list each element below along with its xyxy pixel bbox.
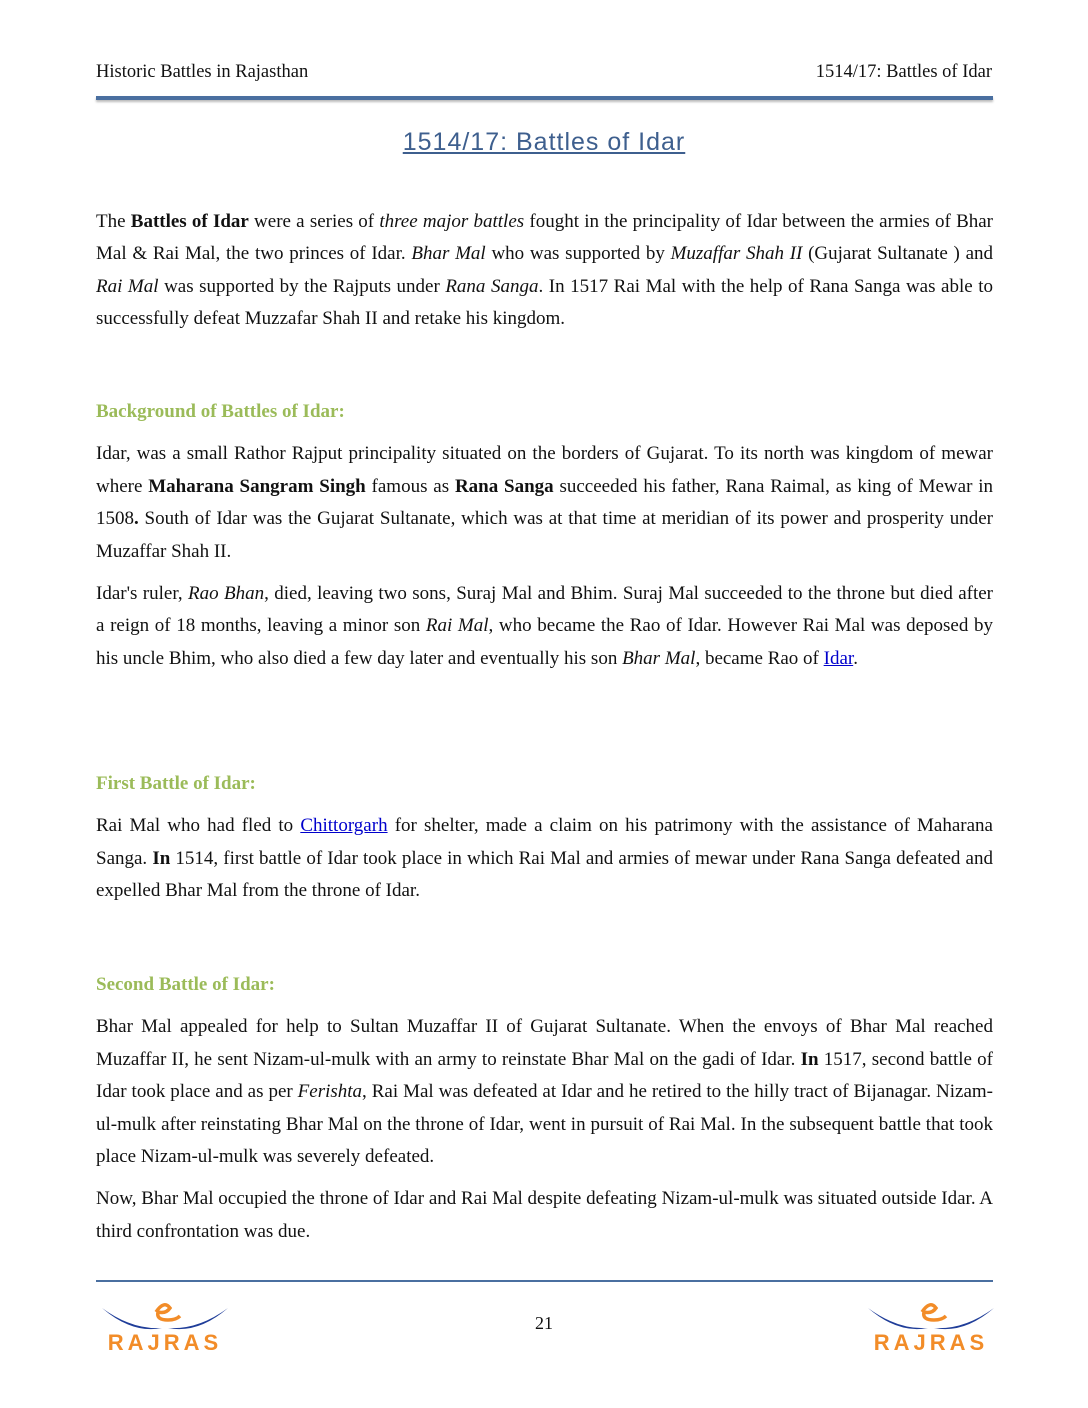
section-first-battle [96,768,993,918]
section-background [96,396,993,685]
link-chittorgarh[interactable]: Chittorgarh [300,815,388,837]
text-run: succeeded his father, Rana Raimal, as king of Mewar in 1508 [96,475,993,530]
text-run: Now, Bhar Mal occupied the throne of Idar and Rai Mal despite defeating Nizam-ul-mulk was situated outside Idar. A third confrontation was due. [96,1188,993,1242]
logo-text: RAJRAS [107,1330,223,1354]
italic-text: Rao Bhan [188,583,265,605]
italic-text: Ferishta [297,1081,363,1103]
text-run: fought in the principality of Idar between the armies of Bhar Mal & Rai Mal, the two princes of Idar. [96,211,994,265]
header-rule [96,96,993,100]
paragraph [96,206,993,336]
paragraph [96,1183,993,1248]
section-second-battle [96,969,993,1258]
text-run: Rai Mal who had fled to [96,815,301,837]
bold-text: In [152,847,171,869]
text-run: The [96,211,131,232]
italic-text: Bhar Mal [622,647,696,669]
header-left: Historic Battles in Rajasthan [96,62,309,82]
italic-text: three major battles [379,211,525,232]
intro-section [96,206,993,346]
italic-text: Bhar Mal [411,243,486,265]
header-right: 1514/17: Battles of Idar [815,62,992,82]
paragraph [96,810,993,907]
link-idar[interactable]: Idar [823,647,854,669]
text-run: , became Rao of [695,647,824,669]
text-run: 1517, second battle of Idar took place and as per [96,1048,993,1103]
text-run: Bhar Mal appealed for help to Sultan Muzaffar II of Gujarat Sultanate. When the envoys of Bhar Mal reached Muzaffar II, he sent Nizam-ul-mulk with an army to reinstate Bhar Mal on the gadi of Idar. [96,1016,993,1070]
italic-text: Rai Mal [96,275,159,297]
text-run: was supported by the Rajputs under [158,275,446,297]
rajras-logo [866,1298,996,1354]
text-run: . In 1517 Rai Mal with the help of Rana Sanga was able to successfully defeat Muzzafar Shah II and retake his kingdom. [96,275,994,330]
paragraph [96,1011,993,1173]
section-heading: Second Battle of Idar: [96,974,275,995]
bold-text: . [134,508,139,530]
rajras-logo [100,1298,230,1354]
paragraph [96,578,993,675]
paragraph [96,438,993,568]
text-run: Idar's ruler, [96,583,189,605]
text-run: were a series of [248,211,380,232]
text-run: who was supported by [485,243,671,265]
text-run: , Rai Mal was defeated at Idar and he retired to the hilly tract of Bijanagar. Nizam-ul-mulk after reinstating Bhar Mal on the throne of Idar, went in pursuit of Rai Mal. In the subsequent battle that took place Nizam-ul-mulk was severely defeated. [96,1081,994,1168]
section-heading: Background of Battles of Idar: [96,401,345,422]
page-title: 1514/17: Battles of Idar [402,128,686,156]
bold-text: Battles of Idar [130,211,249,232]
italic-text: Rana Sanga [445,275,539,297]
footer-rule [96,1280,993,1282]
text-run: (Gujarat Sultanate ) and [802,243,994,265]
text-run: , who became the Rao of Idar. However Rai Mal was deposed by his uncle Bhim, who also died a few day later and eventually his son [96,615,994,669]
logo-text: RAJRAS [873,1330,989,1354]
section-heading: First Battle of Idar: [96,773,256,794]
bold-text: Maharana Sangram Singh [148,475,366,497]
bold-text: In [800,1048,819,1070]
text-run: 1514, first battle of Idar took place in which Rai Mal and armies of mewar under Rana Sanga defeated and expelled Bhar Mal from the throne of Idar. [96,847,993,902]
italic-text: Rai Mal [425,615,489,637]
text-run: . [853,647,858,669]
text-run: for shelter, made a claim on his patrimony with the assistance of Maharana Sanga. [96,815,993,869]
text-run: South of Idar was the Gujarat Sultanate, which was at that time at meridian of its power and prosperity under Muzaffar Shah II. [96,508,993,562]
page-number: 21 [535,1313,553,1333]
text-run: famous as [365,475,455,497]
text-run: Idar, was a small Rathor Rajput principality situated on the borders of Gujarat. To its north was kingdom of mewar where [96,443,993,497]
italic-text: Muzaffar Shah II [670,243,803,265]
text-run: , died, leaving two sons, Suraj Mal and Bhim. Suraj Mal succeeded to the throne but died after a reign of 18 months, leaving a minor son [96,583,993,637]
bold-text: Rana Sanga [454,475,554,497]
